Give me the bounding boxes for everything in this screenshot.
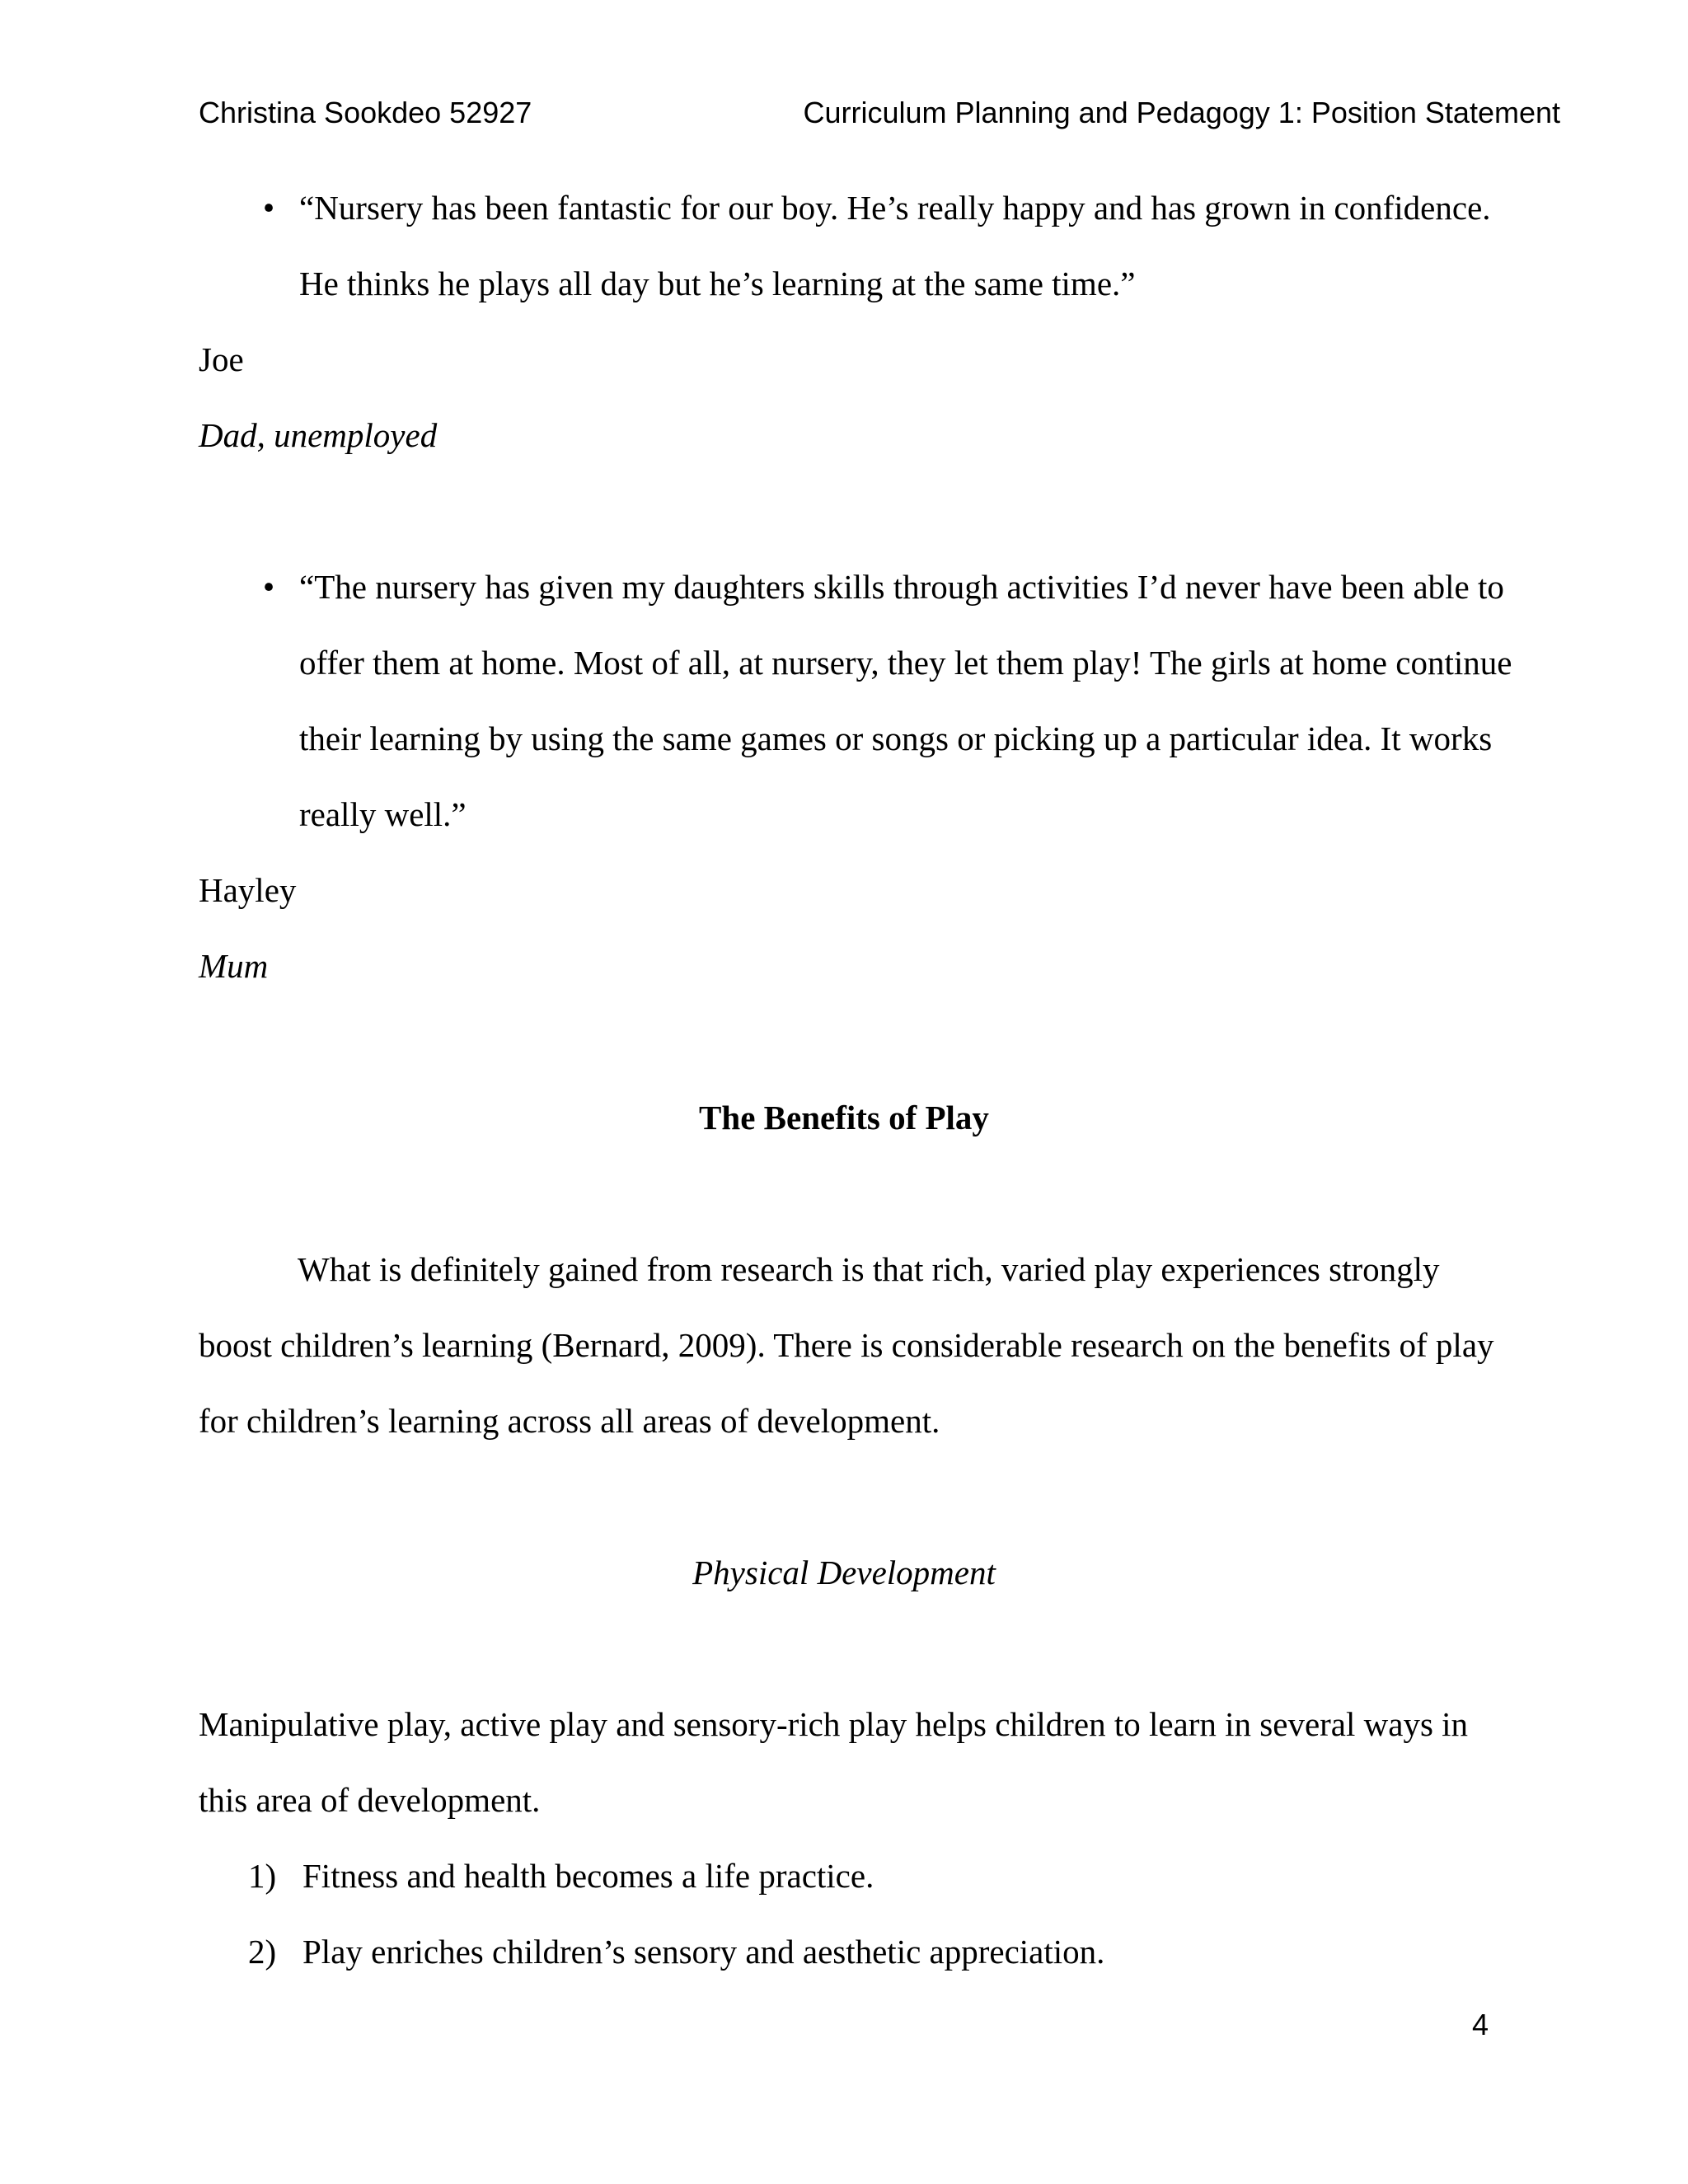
quote1-line-2 [199, 246, 1489, 321]
quote2-line-3 [199, 701, 1493, 776]
blank-line [199, 473, 1489, 549]
quote1-attribution-role [199, 397, 1489, 473]
quote2-attribution-role [199, 928, 1489, 1004]
attribution-role: Mum [199, 947, 269, 985]
quote-text: He thinks he plays all day but he’s learning at the same time.” [299, 265, 1136, 302]
physical-paragraph-line-1 [199, 1686, 1489, 1762]
quote-text: their learning by using the same games or songs or picking up a particular idea. It works [299, 719, 1493, 757]
list-number: 1) [248, 1857, 277, 1895]
section-heading-benefits-of-play [199, 1080, 1489, 1155]
section-heading-physical-development [199, 1535, 1489, 1610]
benefits-paragraph-line-1 [199, 1231, 1489, 1307]
quote1-attribution-name [199, 321, 1489, 397]
attribution-name: Joe [199, 340, 244, 378]
quote-text: “Nursery has been fantastic for our boy. He’s really happy and has grown in confidence. [299, 189, 1491, 227]
paragraph-text: What is definitely gained from research is that rich, varied play experiences strongly [298, 1250, 1440, 1288]
quote2-attribution-name [199, 852, 1489, 928]
attribution-role: Dad, unemployed [199, 416, 438, 454]
quote-text: offer them at home. Most of all, at nursery, they let them play! The girls at home continue [299, 644, 1512, 682]
header-document-title: Curriculum Planning and Pedagogy 1: Position Statement [803, 96, 1560, 129]
benefits-paragraph-line-2 [199, 1307, 1494, 1383]
blank-line [199, 1155, 1489, 1231]
quote2-line-4 [199, 776, 1489, 852]
document-body [199, 170, 1512, 1990]
paragraph-text: this area of development. [199, 1781, 541, 1819]
paragraph-text: Manipulative play, active play and sensory-rich play helps children to learn in several ways in [199, 1705, 1469, 1743]
attribution-name: Hayley [199, 871, 297, 909]
quote1-line-1 [199, 170, 1489, 246]
bullet-icon: • [262, 568, 275, 606]
list-number: 2) [248, 1933, 277, 1971]
paragraph-text: boost children’s learning (Bernard, 2009). There is considerable research on the benefits of play [199, 1326, 1494, 1364]
physical-paragraph-line-2 [199, 1762, 1489, 1838]
heading-text: The Benefits of Play [699, 1099, 989, 1137]
quote2-line-1 [199, 549, 1504, 625]
page-number: 4 [1471, 2008, 1489, 2041]
quote-text: really well.” [299, 795, 467, 833]
numbered-list-item-1 [199, 1838, 1489, 1914]
numbered-list-item-2 [199, 1914, 1489, 1990]
paragraph-text: for children’s learning across all areas of development. [199, 1402, 940, 1440]
list-item-text: Play enriches children’s sensory and aesthetic appreciation. [302, 1933, 1105, 1971]
blank-line [199, 1610, 1489, 1686]
page-header [199, 96, 1560, 130]
blank-line [199, 1004, 1489, 1080]
blank-line [199, 1459, 1489, 1535]
bullet-icon: • [262, 189, 275, 227]
quote-text: “The nursery has given my daughters skills through activities I’d never have been able to [299, 568, 1504, 606]
header-author: Christina Sookdeo 52927 [199, 96, 532, 129]
quote2-line-2 [199, 625, 1512, 701]
benefits-paragraph-line-3 [199, 1383, 1489, 1459]
heading-text: Physical Development [692, 1554, 996, 1591]
list-item-text: Fitness and health becomes a life practice. [302, 1857, 874, 1895]
